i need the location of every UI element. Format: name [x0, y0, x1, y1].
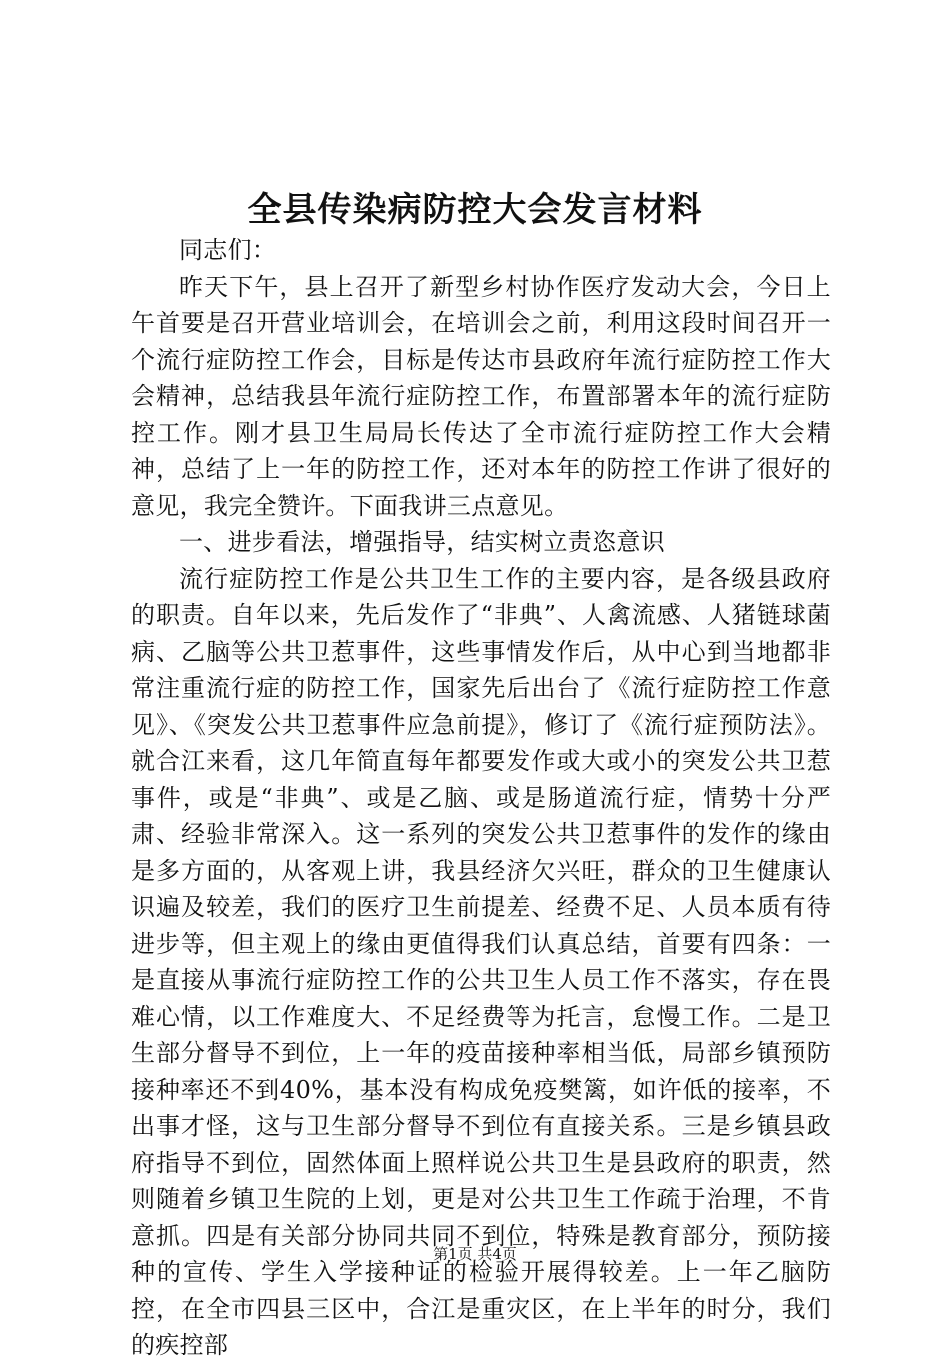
- section-heading-1: 一、进步看法，增强指导，结实树立责恣意识: [179, 528, 665, 556]
- document-body: [131, 232, 831, 1364]
- document-title: 全县传染病防控大会发言材料: [247, 190, 703, 230]
- paragraph-intro: 昨天下午，县上召开了新型乡村协作医疗发动大会，今日上午首要是召开营业培训会，在培训会之前，利用这段时间召开一个流行症防控工作会，目标是传达市县政府年流行症防控工作大会精神，总结我县年流行症防控工作，布置部署本年的流行症防控工作。刚才县卫生局局长传达了全市流行症防控工作大会精神，总结了上一年的防控工作，还对本年的防控工作讲了很好的意见，我完全赞许。下面我讲三点意见。: [131, 272, 831, 520]
- greeting: 同志们：: [179, 236, 277, 264]
- page-number-footer: 第1页 共4页: [433, 1245, 517, 1263]
- paragraph-section-1: 流行症防控工作是公共卫生工作的主要内容，是各级县政府的职责。自年以来，先后发作了“非典”、人禽流感、人猪链球菌病、乙脑等公共卫惹事件，这些事情发作后，从中心到当地都非常注重流行症的防控工作，国家先后出台了《流行症防控工作意见》、《突发公共卫惹事件应急前提》，修订了《流行症预防法》。就合江来看，这几年简直每年都要发作或大或小的突发公共卫惹事件，或是“非典”、或是乙脑、或是肠道流行症，情势十分严肃、经验非常深入。这一系列的突发公共卫惹事件的发作的缘由是多方面的，从客观上讲，我县经济欠兴旺，群众的卫生健康认识遍及较差，我们的医疗卫生前提差、经费不足、人员本质有待进步等，但主观上的缘由更值得我们认真总结，首要有四条：一是直接从事流行症防控工作的公共卫生人员工作不落实，存在畏难心情，以工作难度大、不足经费等为托言，怠慢工作。二是卫生部分督导不到位，上一年的疫苗接种率相当低，局部乡镇预防接种率还不到40%，基本没有构成免疫樊篱，如许低的接率，不出事才怪，这与卫生部分督导不到位有直接关系。三是乡镇县政府指导不到位，固然体面上照样说公共卫生是县政府的职责，然则随着乡镇卫生院的上划，更是对公共卫生工作疏于治理，不肯意抓。四是有关部分协同共同不到位，特殊是教育部分，预防接种的宣传、学生入学接种证的检验开展得较差。上一年乙脑防控，在全市四县三区中，合江是重灾区，在上半年的时分，我们的疾控部: [131, 564, 831, 1359]
